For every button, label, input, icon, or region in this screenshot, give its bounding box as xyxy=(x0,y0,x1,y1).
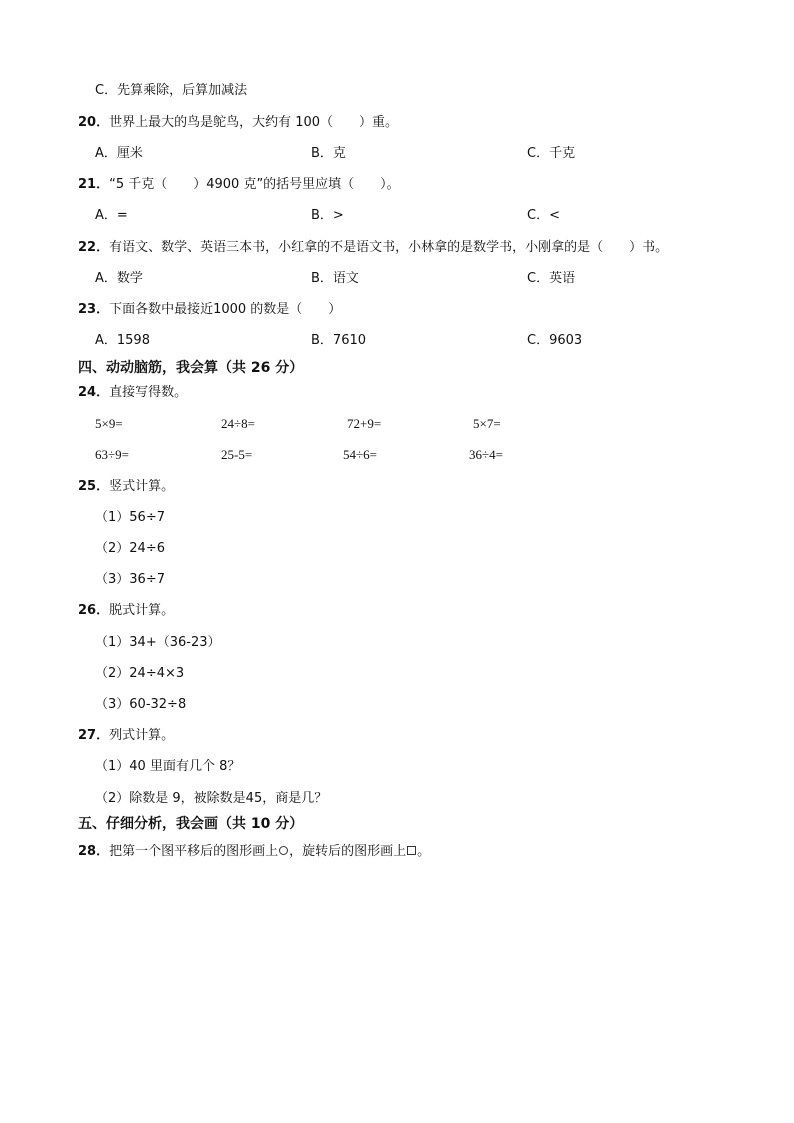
question-text: 有语文、数学、英语三本书，小红拿的不是语文书，小林拿的是数学书，小刚拿的是（ ）书。 xyxy=(109,240,669,255)
question-text: 世界上最大的鸟是鸵鸟，大约有 100（ ）重。 xyxy=(109,115,399,130)
question-text: 脱式计算。 xyxy=(109,603,175,618)
question-text: 列式计算。 xyxy=(109,728,175,743)
question-number: 22． xyxy=(78,240,110,255)
q22-option-a: A．数学 xyxy=(95,271,143,286)
q24-expression: 54÷6= xyxy=(343,447,377,462)
question-23 xyxy=(78,301,341,319)
q20-option-b: B．克 xyxy=(311,146,346,161)
question-text: 竖式计算。 xyxy=(109,479,175,494)
q19-option-c: C．先算乘除，后算加减法 xyxy=(95,83,248,98)
q25-item: （2）24÷6 xyxy=(95,541,165,556)
square-symbol-icon xyxy=(407,846,416,855)
question-number: 28． xyxy=(78,844,110,859)
q21-option-b: B．> xyxy=(311,208,344,223)
q25-item: （1）56÷7 xyxy=(95,510,165,525)
q27-item: （2）除数是 9，被除数是45，商是几？ xyxy=(95,791,328,806)
question-20 xyxy=(78,114,398,132)
q27-item: （1）40 里面有几个 8？ xyxy=(95,759,241,774)
question-number: 27． xyxy=(78,728,110,743)
section-5-heading: 五、仔细分析，我会画（共 10 分） xyxy=(78,816,304,832)
question-text-b: ，旋转后的图形画上 xyxy=(289,844,407,859)
q23-option-b: B．7610 xyxy=(311,333,367,348)
q24-expression: 72+9= xyxy=(347,416,382,431)
q22-option-b: B．语文 xyxy=(311,271,359,286)
q20-option-c: C．千克 xyxy=(527,146,576,161)
section-4-heading: 四、动动脑筋，我会算（共 26 分） xyxy=(78,360,304,376)
q24-expression: 63÷9= xyxy=(95,447,129,462)
question-number: 21． xyxy=(78,177,110,192)
q23-option-a: A．1598 xyxy=(95,333,150,348)
q24-expression: 24÷8= xyxy=(221,416,255,431)
question-text: “5 千克（ ）4900 克”的括号里应填（ ）。 xyxy=(109,177,400,192)
q24-expression: 36÷4= xyxy=(469,447,503,462)
question-22 xyxy=(78,239,668,257)
question-text: 直接写得数。 xyxy=(109,385,188,400)
question-26 xyxy=(78,602,174,620)
question-28 xyxy=(78,843,430,861)
q26-item: （1）34+（36-23） xyxy=(95,635,221,650)
q21-option-a: A．= xyxy=(95,208,128,223)
q26-item: （3）60-32÷8 xyxy=(95,697,187,712)
q26-item: （2）24÷4×3 xyxy=(95,666,185,681)
question-number: 25． xyxy=(78,479,110,494)
question-number: 20． xyxy=(78,115,110,130)
q25-item: （3）36÷7 xyxy=(95,572,165,587)
q24-expression: 5×7= xyxy=(473,416,501,431)
q23-option-c: C．9603 xyxy=(527,333,583,348)
question-number: 23． xyxy=(78,302,110,317)
question-text-c: 。 xyxy=(417,844,431,859)
q21-option-c: C．< xyxy=(527,208,560,223)
q24-expression: 5×9= xyxy=(95,416,123,431)
question-number: 24． xyxy=(78,385,110,400)
question-21 xyxy=(78,176,400,194)
q20-option-a: A．厘米 xyxy=(95,146,143,161)
question-text: 下面各数中最接近1000 的数是（ ） xyxy=(109,302,342,317)
question-text-a: 把第一个图平移后的图形画上 xyxy=(109,844,279,859)
question-number: 26． xyxy=(78,603,110,618)
question-27 xyxy=(78,727,174,745)
q22-option-c: C．英语 xyxy=(527,271,576,286)
q24-expression: 25-5= xyxy=(221,447,253,462)
question-24 xyxy=(78,384,187,402)
circle-symbol-icon xyxy=(279,846,288,855)
question-25 xyxy=(78,478,174,496)
